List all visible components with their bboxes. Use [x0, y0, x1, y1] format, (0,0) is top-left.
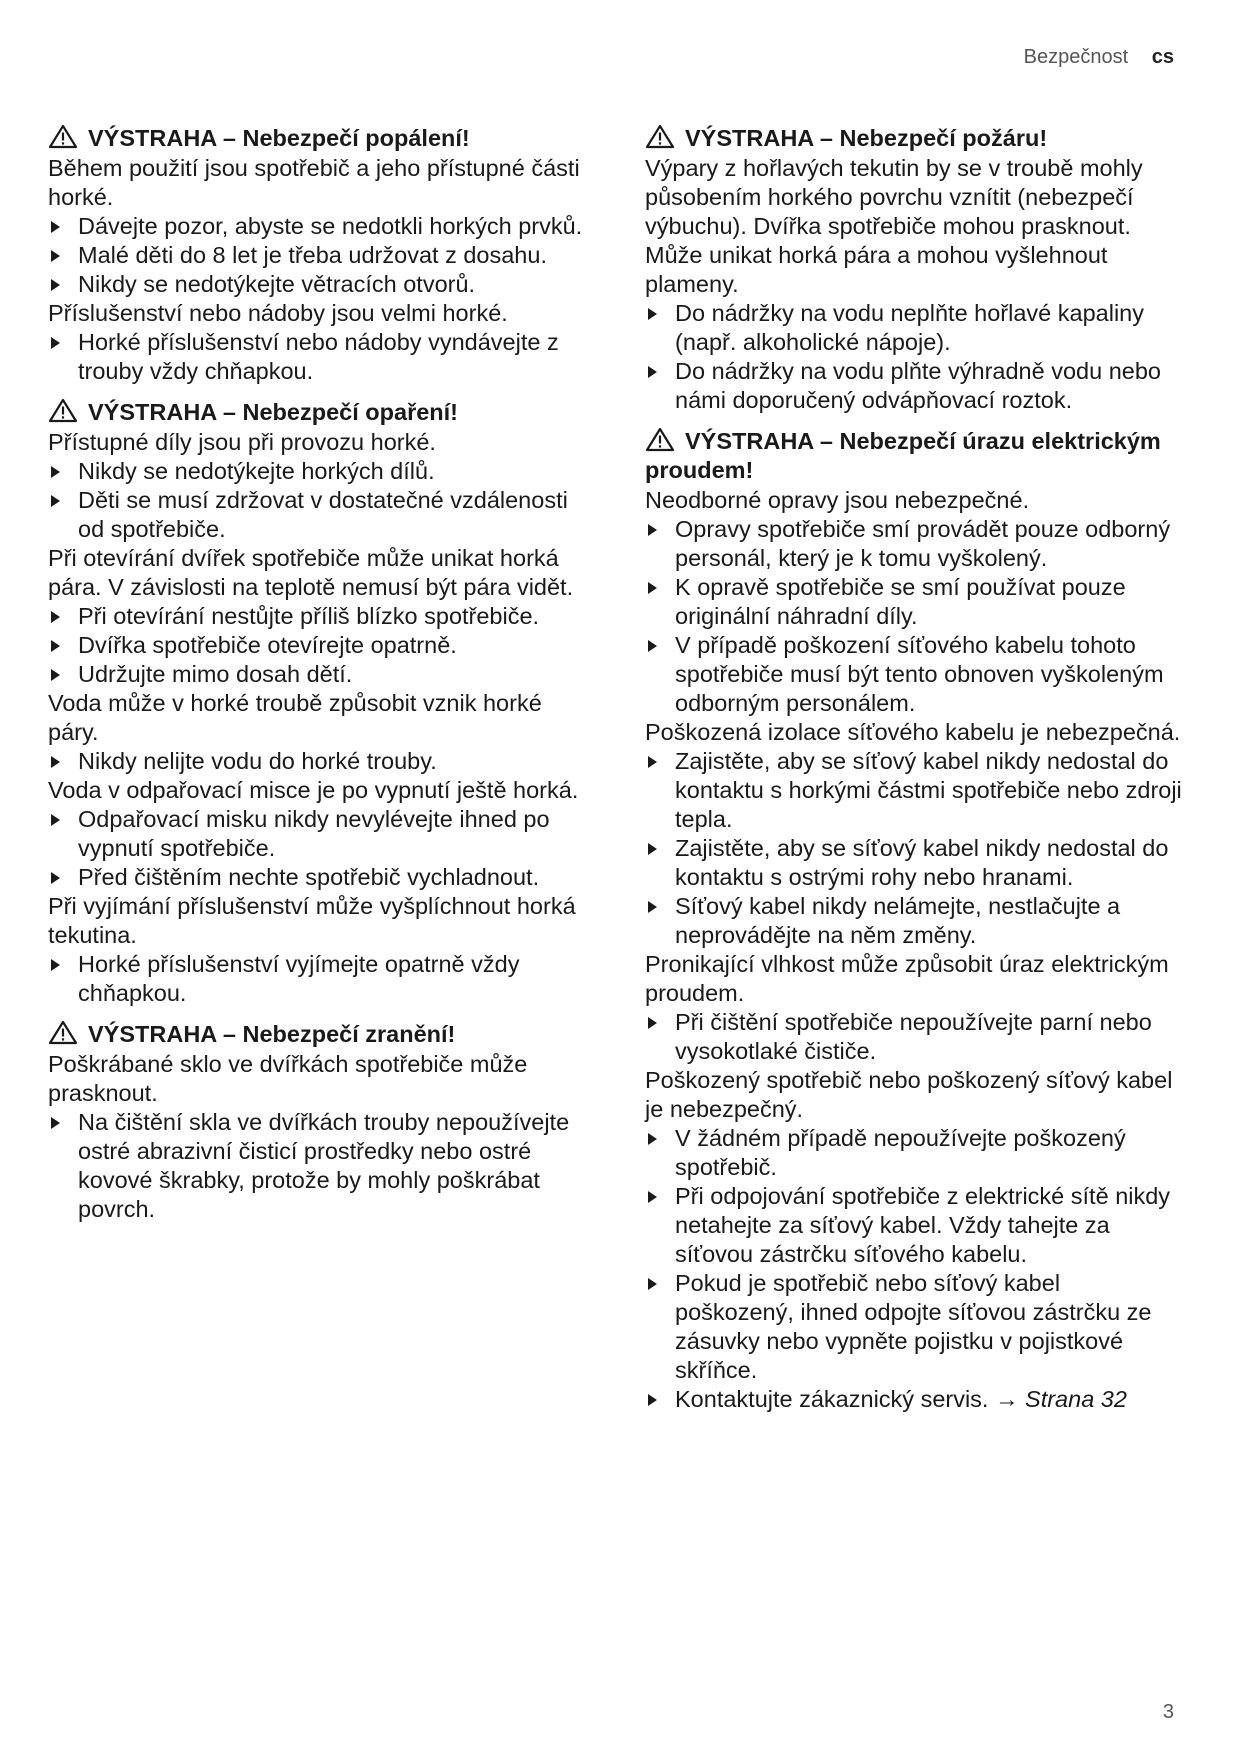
- list-item: [48, 602, 584, 631]
- list-item-text: K opravě spotřebiče se smí používat pouze originální náhradní díly.: [675, 574, 1126, 629]
- list-item: [645, 747, 1185, 834]
- list-item: [645, 1008, 1185, 1066]
- list-item-text: Nikdy se nedotýkejte horkých dílů.: [78, 458, 435, 484]
- warning-title-text: VÝSTRAHA – Nebezpečí zranění!: [88, 1021, 456, 1047]
- page-header: [1024, 46, 1174, 69]
- paragraph: Při otevírání dvířek spotřebiče může unikat horká pára. V závislosti na teplotě nemusí být pára vidět.: [48, 545, 574, 600]
- list-item: [48, 747, 584, 776]
- paragraph: Výpary z hořlavých tekutin by se v troubě mohly působením horkého povrchu vznítit (nebezpečí výbuchu). Dvířka spotřebiče mohou prasknout. Může unikat horká pára a mohou vyšlehnout plameny.: [645, 155, 1143, 297]
- list-item: [48, 212, 584, 241]
- list-item-text: Nikdy nelijte vodu do horké trouby.: [78, 748, 437, 774]
- list-item: [645, 1269, 1185, 1385]
- paragraph: Voda v odpařovací misce je po vypnutí ještě horká.: [48, 777, 579, 803]
- list-item: [48, 863, 584, 892]
- list-item: [645, 892, 1185, 950]
- bullet-arrow-icon: [51, 611, 60, 623]
- warning-title-text: VÝSTRAHA – Nebezpečí požáru!: [685, 125, 1048, 151]
- list-item: [645, 631, 1185, 718]
- list-item-text: Nikdy se nedotýkejte větracích otvorů.: [78, 271, 476, 297]
- bullet-arrow-icon: [51, 279, 60, 291]
- list-item: [48, 486, 584, 544]
- list-item: [645, 573, 1185, 631]
- bullet-arrow-icon: [648, 1394, 657, 1406]
- warning-title-text: VÝSTRAHA – Nebezpečí popálení!: [88, 125, 470, 151]
- bullet-list: [48, 457, 584, 544]
- bullet-arrow-icon: [648, 524, 657, 536]
- bullet-arrow-icon: [51, 1117, 60, 1129]
- page-number: 3: [1162, 1701, 1174, 1723]
- list-item: [48, 950, 584, 1008]
- list-item: [48, 328, 584, 386]
- list-item: [48, 660, 584, 689]
- list-item-text: Před čištěním nechte spotřebič vychladnout.: [78, 864, 540, 890]
- warning-triangle-icon: [645, 427, 675, 452]
- bullet-arrow-icon: [648, 1017, 657, 1029]
- list-item-text: Při otevírání nestůjte příliš blízko spotřebiče.: [78, 603, 540, 629]
- bullet-arrow-icon: [648, 366, 657, 378]
- bullet-arrow-icon: [648, 308, 657, 320]
- bullet-list: [645, 515, 1185, 718]
- bullet-list: [48, 212, 584, 299]
- list-item-text: V případě poškození síťového kabelu tohoto spotřebiče musí být tento obnoven vyškoleným odborným personálem.: [675, 632, 1164, 716]
- right-column: [645, 124, 1185, 1426]
- bullet-arrow-icon: [648, 1133, 657, 1145]
- warning-triangle-icon: [48, 398, 78, 423]
- bullet-arrow-icon: [648, 756, 657, 768]
- list-item-text: Při čištění spotřebiče nepoužívejte parní nebo vysokotlaké čističe.: [675, 1009, 1152, 1064]
- warning-burns: [48, 124, 584, 386]
- left-column: [48, 124, 584, 1236]
- bullet-list: [48, 805, 584, 892]
- bullet-arrow-icon: [51, 221, 60, 233]
- list-item: [48, 241, 584, 270]
- bullet-list: [645, 747, 1185, 950]
- list-item-text: Malé děti do 8 let je třeba udržovat z dosahu.: [78, 242, 547, 268]
- list-item: [48, 805, 584, 863]
- language-code: cs: [1151, 46, 1174, 68]
- warning-triangle-icon: [48, 1020, 78, 1045]
- bullet-list: [48, 328, 584, 386]
- paragraph: Při vyjímání příslušenství může vyšplíchnout horká tekutina.: [48, 893, 576, 948]
- warning-title-text: VÝSTRAHA – Nebezpečí úrazu elektrickým proudem!: [645, 428, 1161, 483]
- list-item: [48, 1108, 584, 1224]
- paragraph: Příslušenství nebo nádoby jsou velmi horké.: [48, 300, 508, 326]
- list-item-text: Pokud je spotřebič nebo síťový kabel poškozený, ihned odpojte síťovou zástrčku ze zásuvky nebo vypněte pojistku v pojistkové skříňce.: [675, 1270, 1152, 1383]
- list-item: [645, 299, 1185, 357]
- paragraph: Pronikající vlhkost může způsobit úraz elektrickým proudem.: [645, 951, 1169, 1006]
- bullet-arrow-icon: [648, 1191, 657, 1203]
- list-item-text: Zajistěte, aby se síťový kabel nikdy nedostal do kontaktu s ostrými rohy nebo hranami.: [675, 835, 1169, 890]
- bullet-arrow-icon: [51, 814, 60, 826]
- bullet-arrow-icon: [51, 640, 60, 652]
- warning-title: [48, 398, 584, 427]
- bullet-arrow-icon: [648, 843, 657, 855]
- list-item-text: Děti se musí zdržovat v dostatečné vzdálenosti od spotřebiče.: [78, 487, 568, 542]
- bullet-arrow-icon: [51, 756, 60, 768]
- bullet-arrow-icon: [648, 901, 657, 913]
- list-item: [645, 357, 1185, 415]
- bullet-arrow-icon: [51, 466, 60, 478]
- list-item-text: Dvířka spotřebiče otevírejte opatrně.: [78, 632, 457, 658]
- list-item-text: Do nádržky na vodu plňte výhradně vodu nebo námi doporučený odvápňovací roztok.: [675, 358, 1161, 413]
- warning-fire: [645, 124, 1185, 415]
- bullet-list: [48, 747, 584, 776]
- paragraph: Přístupné díly jsou při provozu horké.: [48, 429, 436, 455]
- list-item: [645, 1182, 1185, 1269]
- bullet-arrow-icon: [51, 959, 60, 971]
- bullet-arrow-icon: [51, 337, 60, 349]
- warning-injury: [48, 1020, 584, 1224]
- list-item-text: V žádném případě nepoužívejte poškozený spotřebič.: [675, 1125, 1126, 1180]
- list-item-text: Do nádržky na vodu neplňte hořlavé kapaliny (např. alkoholické nápoje).: [675, 300, 1144, 355]
- section-title: Bezpečnost: [1023, 46, 1129, 68]
- bullet-arrow-icon: [51, 872, 60, 884]
- bullet-list: [645, 1124, 1185, 1414]
- list-item-text: Na čištění skla ve dvířkách trouby nepoužívejte ostré abrazivní čisticí prostředky nebo ostré kovové škrabky, protože by mohly poškrábat povrch.: [78, 1109, 570, 1222]
- bullet-arrow-icon: [648, 1278, 657, 1290]
- warning-electric-shock: [645, 427, 1185, 1414]
- bullet-arrow-icon: [51, 669, 60, 681]
- list-item-text: Udržujte mimo dosah dětí.: [78, 661, 353, 687]
- list-item: [48, 457, 584, 486]
- bullet-list: [645, 299, 1185, 415]
- bullet-arrow-icon: [648, 640, 657, 652]
- bullet-arrow-icon: [51, 250, 60, 262]
- list-item-text: Horké příslušenství nebo nádoby vyndávejte z trouby vždy chňapkou.: [78, 329, 559, 384]
- paragraph: Poškozený spotřebič nebo poškozený síťový kabel je nebezpečný.: [645, 1067, 1173, 1122]
- warning-title: [48, 124, 584, 153]
- list-item-text: Kontaktujte zákaznický servis.: [675, 1386, 989, 1412]
- paragraph: Poškrábané sklo ve dvířkách spotřebiče může prasknout.: [48, 1051, 528, 1106]
- paragraph: Poškozená izolace síťového kabelu je nebezpečná.: [645, 719, 1181, 745]
- list-item: [48, 631, 584, 660]
- bullet-list: [48, 1108, 584, 1224]
- page-reference-link[interactable]: Strana 32: [1025, 1386, 1127, 1412]
- warning-title-text: VÝSTRAHA – Nebezpečí opaření!: [88, 399, 458, 425]
- list-item-text: Odpařovací misku nikdy nevylévejte ihned po vypnutí spotřebiče.: [78, 806, 550, 861]
- list-item: [645, 834, 1185, 892]
- list-item-text: Opravy spotřebiče smí provádět pouze odborný personál, který je k tomu vyškolený.: [675, 516, 1171, 571]
- list-item-text: Síťový kabel nikdy nelámejte, nestlačujte a neprovádějte na něm změny.: [675, 893, 1121, 948]
- paragraph: Během použití jsou spotřebič a jeho přístupné části horké.: [48, 155, 580, 210]
- list-item: [48, 270, 584, 299]
- bullet-arrow-icon: [648, 582, 657, 594]
- paragraph: Voda může v horké troubě způsobit vznik horké páry.: [48, 690, 542, 745]
- bullet-list: [48, 602, 584, 689]
- cross-reference-arrow-icon: →: [995, 1386, 1019, 1412]
- bullet-list: [645, 1008, 1185, 1066]
- list-item-service: [645, 1385, 1185, 1414]
- list-item-text: Při odpojování spotřebiče z elektrické sítě nikdy netahejte za síťový kabel. Vždy tahejte za síťovou zástrčku síťového kabelu.: [675, 1183, 1171, 1267]
- list-item: [645, 515, 1185, 573]
- warning-scalding: [48, 398, 584, 1008]
- warning-title: [645, 427, 1185, 485]
- list-item-text: Dávejte pozor, abyste se nedotkli horkých prvků.: [78, 213, 583, 239]
- warning-triangle-icon: [645, 124, 675, 149]
- warning-title: [645, 124, 1185, 153]
- list-item-text: Horké příslušenství vyjímejte opatrně vždy chňapkou.: [78, 951, 520, 1006]
- list-item-text: Zajistěte, aby se síťový kabel nikdy nedostal do kontaktu s horkými částmi spotřebiče nebo zdroji tepla.: [675, 748, 1182, 832]
- warning-title: [48, 1020, 584, 1049]
- paragraph: Neodborné opravy jsou nebezpečné.: [645, 487, 1030, 513]
- bullet-arrow-icon: [51, 495, 60, 507]
- bullet-list: [48, 950, 584, 1008]
- list-item: [645, 1124, 1185, 1182]
- warning-triangle-icon: [48, 124, 78, 149]
